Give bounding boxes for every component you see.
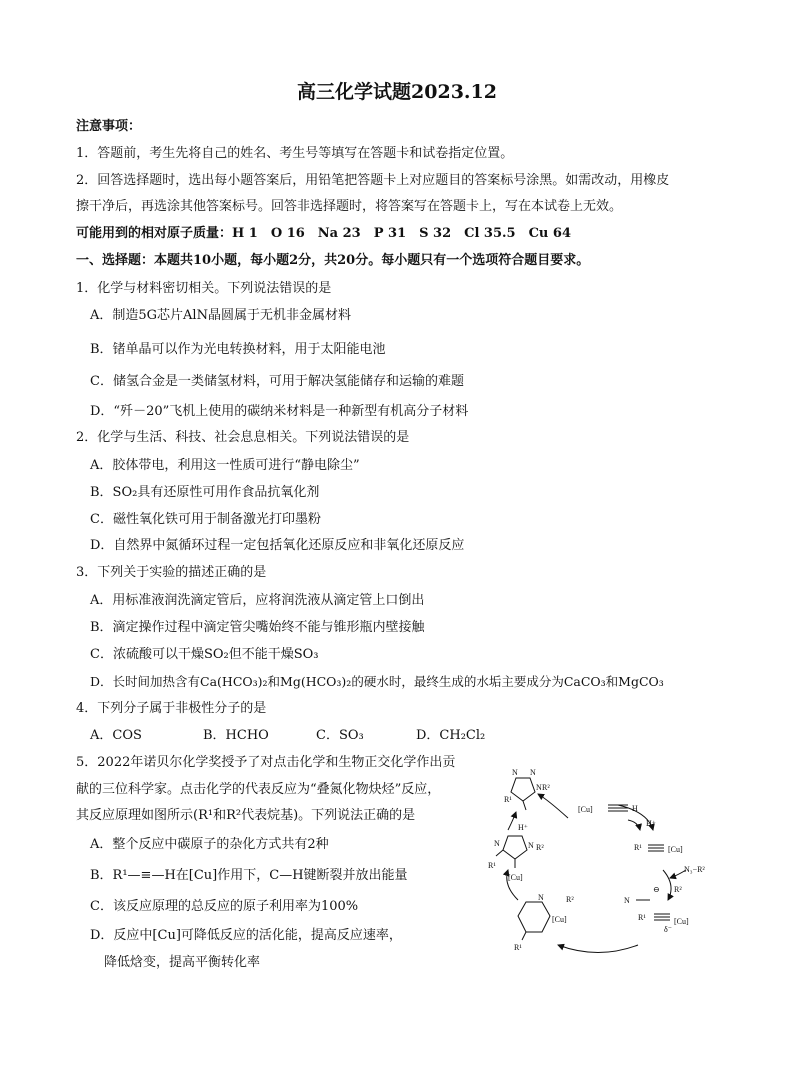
- arrow-h-plus-release: [628, 820, 640, 830]
- arrow-to-product: [538, 794, 568, 818]
- q5-option-a: A．整个反应中碳原子的杂化方式共有2种: [90, 837, 329, 852]
- label-r2b: R²: [536, 843, 544, 852]
- label-n1: N: [512, 768, 518, 777]
- q2-option-a: A．胶体带电，利用这一性质可进行“静电除尘”: [90, 458, 360, 473]
- notice-heading: 注意事项：: [76, 119, 142, 134]
- q1-option-c: C．储氢合金是一类储氢材料，可用于解决氢能储存和运输的难题: [90, 374, 464, 389]
- label-n3r2: N₃−R²: [684, 865, 705, 874]
- metallacycle-structure: [518, 902, 550, 940]
- triazole-product-structure: [511, 778, 535, 810]
- q1-option-a: A．制造5G芯片AlN晶圆属于无机非金属材料: [90, 308, 351, 323]
- q3-option-b: B．滴定操作过程中滴定管尖嘴始终不能与锥形瓶内壁接触: [90, 620, 425, 635]
- q3-option-a: A．用标准液润洗滴定管后，应将润洗液从滴定管上口倒出: [90, 593, 425, 608]
- label-r1c: R¹: [634, 843, 642, 852]
- question-2-stem: 2．化学与生活、科技、社会息息相关。下列说法错误的是: [76, 430, 410, 445]
- copper-acetylide-structure: [648, 845, 664, 851]
- notice-item-2-cont: 擦干净后，再选涂其他答案标号。回答非选择题时，将答案写在答题卡上，写在本试卷上无效。: [76, 199, 623, 214]
- label-h-top: H: [632, 804, 638, 813]
- label-n5: N: [528, 841, 534, 850]
- q3-option-c: C．浓硫酸可以干燥SO₂但不能干燥SO₃: [90, 647, 319, 662]
- q2-option-b: B．SO₂具有还原性可用作食品抗氧化剂: [90, 485, 320, 500]
- click-chemistry-cycle-diagram: [478, 760, 714, 965]
- q1-option-d: D．“歼－20”飞机上使用的碳纳米材料是一种新型有机高分子材料: [90, 404, 469, 419]
- question-5-stem-1: 5．2022年诺贝尔化学奖授予了对点击化学和生物正交化学作出贡: [76, 755, 456, 770]
- label-cu-top: [Cu]: [578, 805, 593, 814]
- label-n2: N: [530, 768, 536, 777]
- triazolyl-cu-structure: [496, 836, 527, 868]
- q2-option-d: D．自然界中氮循环过程一定包括氧化还原反应和非氧化还原反应: [90, 538, 465, 553]
- label-cu-left: [Cu]: [508, 873, 523, 882]
- question-1-stem: 1．化学与材料密切相关。下列说法错误的是: [76, 281, 332, 296]
- label-cu-br: [Cu]: [674, 917, 689, 926]
- label-n3: N: [536, 783, 542, 792]
- notice-item-2: 2．回答选择题时，选出每小题答案后，用铅笔把答题卡上对应题目的答案标号涂黑。如需改动，用橡皮: [76, 173, 670, 188]
- arrow-to-metallacycle: [558, 945, 638, 953]
- label-cu-right: [Cu]: [668, 845, 683, 854]
- q4-option-a: A．COS: [90, 728, 142, 743]
- label-r2a: R²: [542, 783, 550, 792]
- label-r2c: R²: [566, 895, 574, 904]
- label-r1a: R¹: [504, 795, 512, 804]
- arrow-product-release: [508, 812, 516, 830]
- question-5-stem-2: 献的三位科学家。点击化学的代表反应为“叠氮化物炔烃”反应，: [76, 782, 441, 797]
- terminal-alkyne-structure: [608, 805, 628, 811]
- page-title: 高三化学试题2023.12: [297, 81, 497, 103]
- q5-option-d-cont: 降低焓变，提高平衡转化率: [104, 955, 261, 970]
- section-heading: 一、选择题：本题共10小题，每小题2分，共20分。每小题只有一个选项符合题目要求。: [76, 253, 590, 268]
- q5-option-b: B．R¹—≡—H在[Cu]作用下，C—H键断裂并放出能量: [90, 868, 408, 883]
- label-n4: N: [494, 839, 500, 848]
- q4-option-b: B．HCHO: [203, 728, 269, 743]
- question-5-stem-3: 其反应原理如图所示(R¹和R²代表烷基)。下列说法正确的是: [76, 808, 416, 823]
- q5-option-c: C．该反应原理的总反应的原子利用率为100%: [90, 899, 359, 914]
- label-n7: N: [624, 896, 630, 905]
- q2-option-c: C．磁性氧化铁可用于制备激光打印墨粉: [90, 512, 321, 527]
- label-r1d: R¹: [514, 943, 522, 952]
- label-minus: ⊖: [653, 885, 660, 894]
- q3-option-d: D．长时间加热含有Ca(HCO₃)₂和Mg(HCO₃)₂的硬水时，最终生成的水垢主要成分为CaCO₃和MgCO₃: [90, 674, 664, 689]
- q4-option-d: D．CH₂Cl₂: [416, 728, 486, 743]
- label-delta: δ⁻: [664, 925, 672, 934]
- label-r2d: R²: [674, 885, 682, 894]
- label-cu-cycle: [Cu]: [552, 915, 567, 924]
- question-4-stem: 4．下列分子属于非极性分子的是: [76, 701, 267, 716]
- label-r1e: R¹: [638, 913, 646, 922]
- label-h-plus-b: H⁺: [646, 819, 656, 828]
- label-r1b: R¹: [488, 861, 496, 870]
- arrow-to-azide-step: [663, 870, 671, 900]
- label-n6: N: [538, 893, 544, 902]
- atomic-masses: 可能用到的相对原子质量：H 1 O 16 Na 23 P 31 S 32 Cl 35.5 Cu 64: [76, 226, 572, 241]
- question-3-stem: 3．下列关于实验的描述正确的是: [76, 565, 267, 580]
- label-h-plus-a: H⁺: [518, 823, 528, 832]
- q5-option-d: D．反应中[Cu]可降低反应的活化能，提高反应速率，: [90, 928, 402, 943]
- q4-option-c: C．SO₃: [316, 728, 364, 743]
- q1-option-b: B．锗单晶可以作为光电转换材料，用于太阳能电池: [90, 342, 386, 357]
- notice-item-1: 1．答题前，考生先将自己的姓名、考生号等填写在答题卡和试卷指定位置。: [76, 146, 514, 161]
